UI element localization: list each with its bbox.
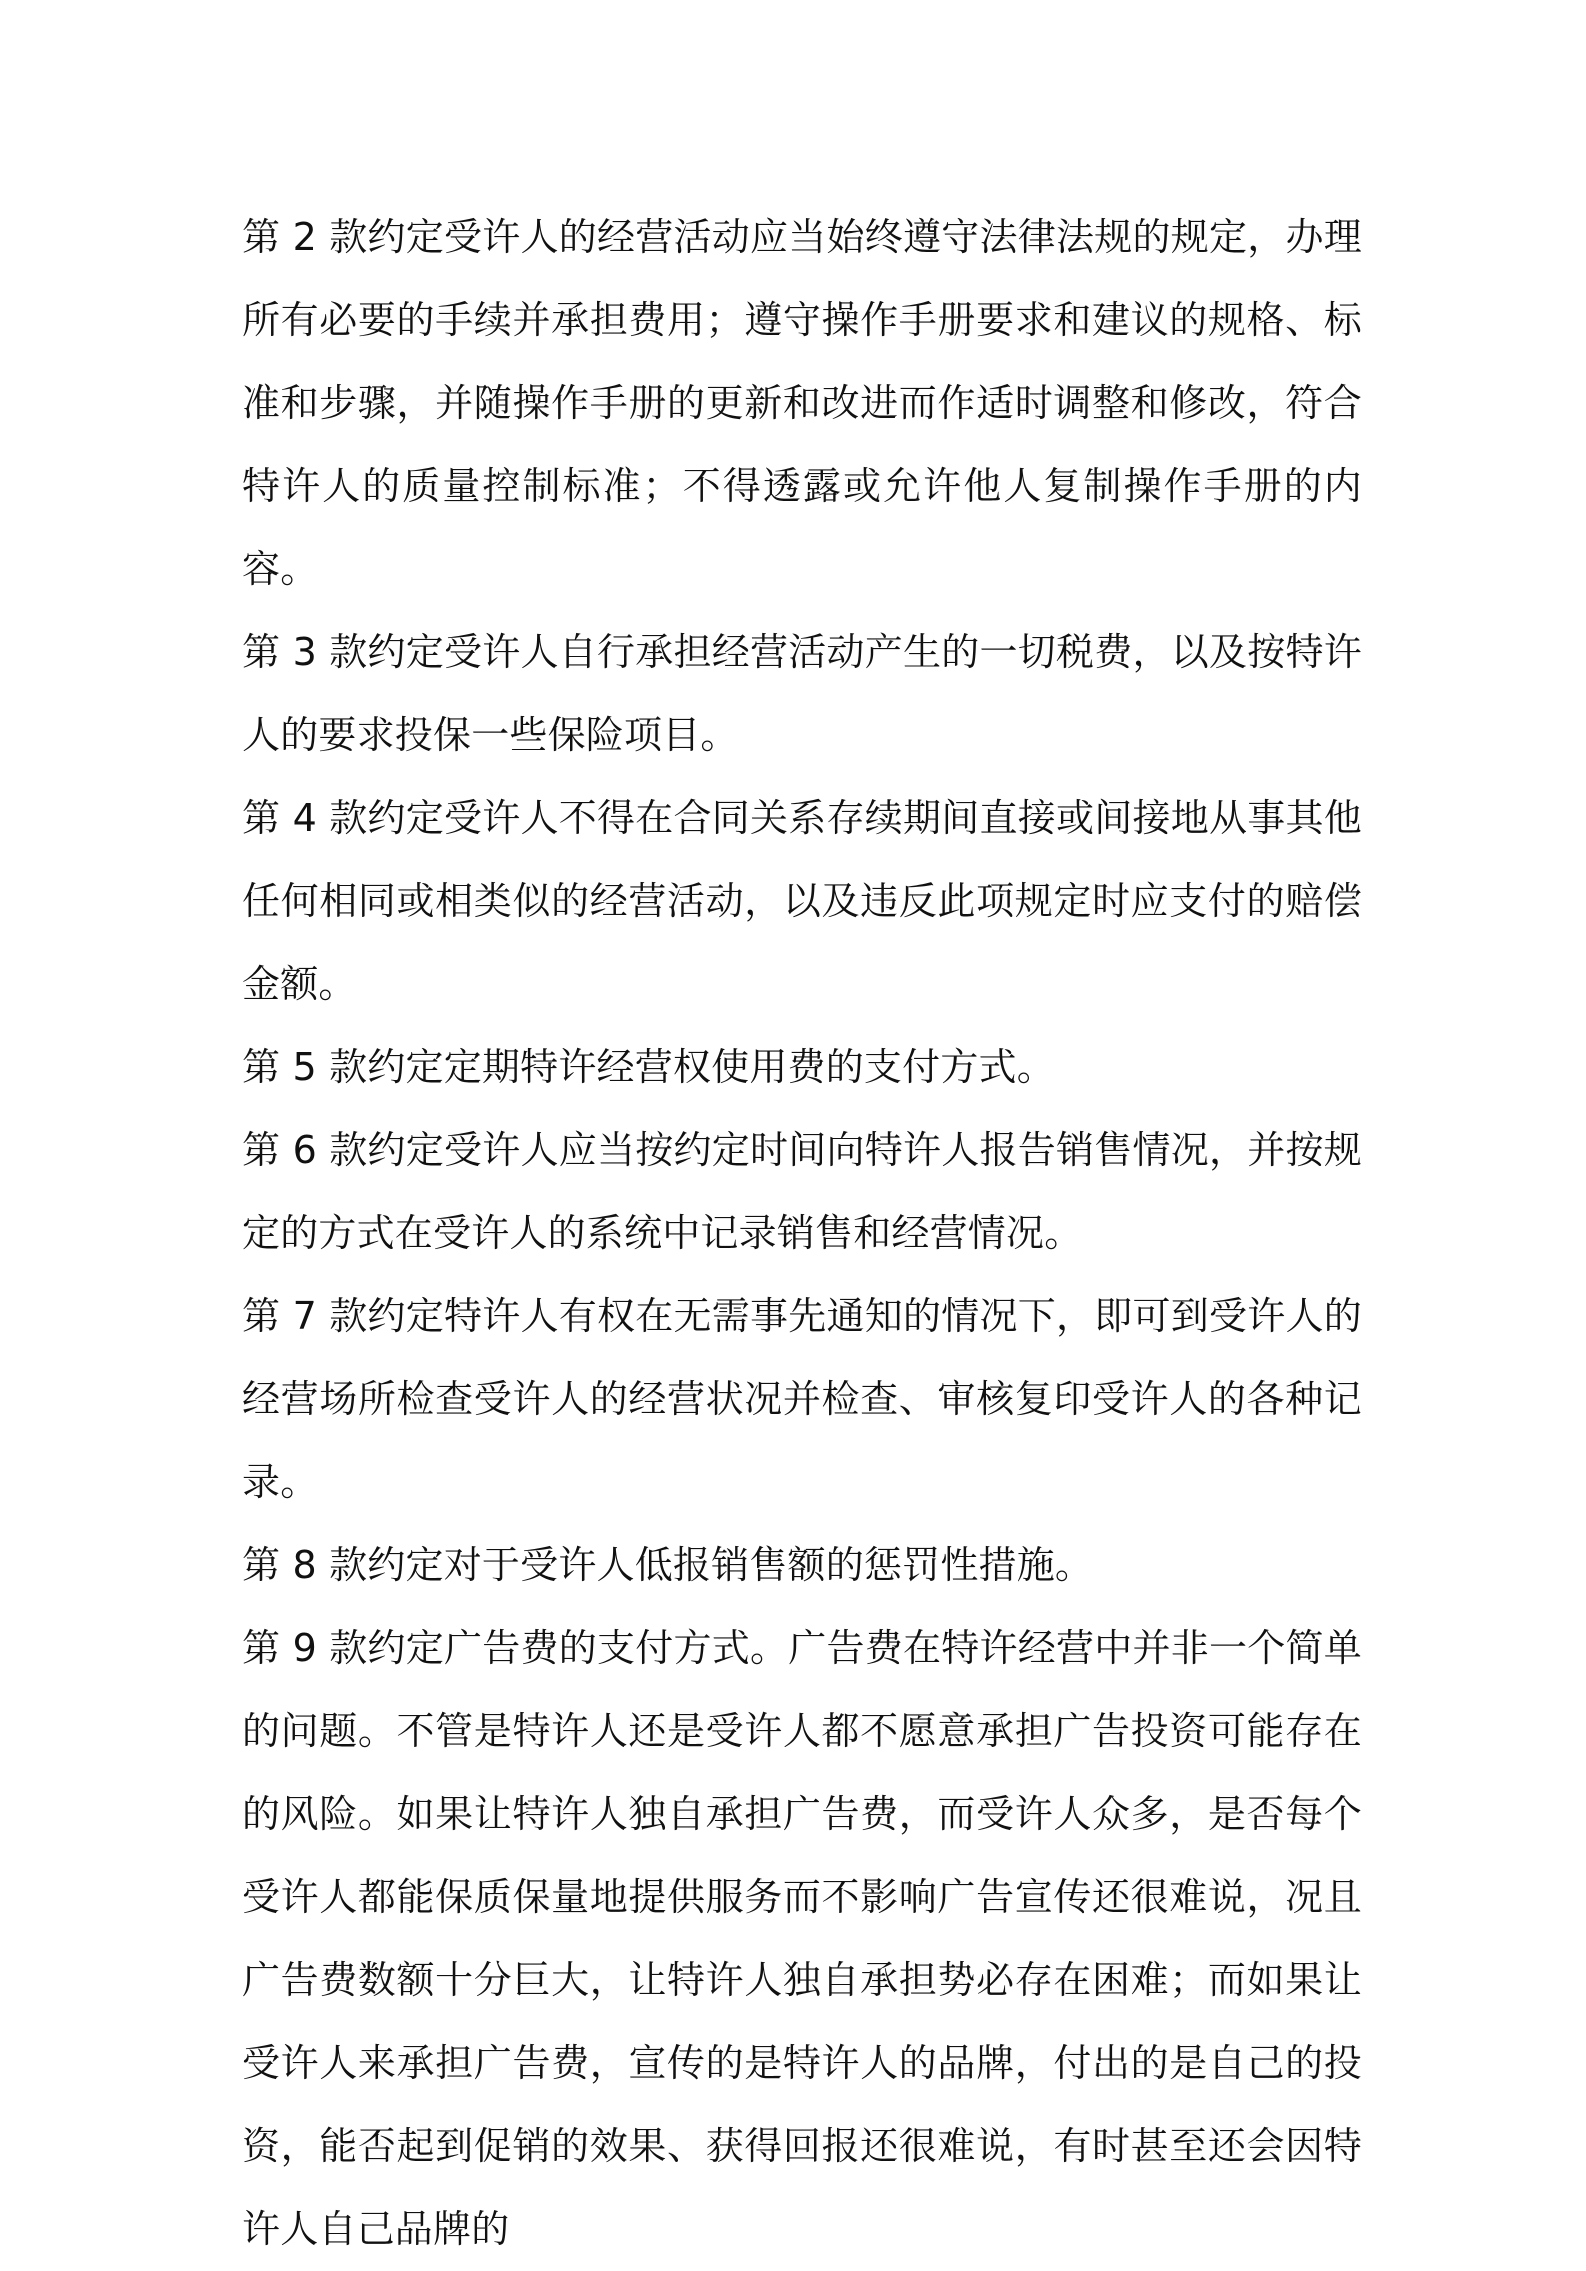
clause-paragraph-5: 第 5 款约定定期特许经营权使用费的支付方式。 bbox=[242, 1045, 1055, 1089]
clause-paragraph-4: 第 4 款约定受许人不得在合同关系存续期间直接或间接地从事其他任何相同或相类似的经营活动，以及违反此项规定时应支付的赔偿金额。 bbox=[242, 796, 1362, 1006]
clause-paragraph-6: 第 6 款约定受许人应当按约定时间向特许人报告销售情况，并按规定的方式在受许人的系统中记录销售和经营情况。 bbox=[242, 1128, 1362, 1255]
clause-paragraph-8: 第 8 款约定对于受许人低报销售额的惩罚性措施。 bbox=[242, 1543, 1094, 1587]
clause-paragraph-9: 第 9 款约定广告费的支付方式。广告费在特许经营中并非一个简单的问题。不管是特许人还是受许人都不愿意承担广告投资可能存在的风险。如果让特许人独自承担广告费，而受许人众多，是否每个受许人都能保质保量地提供服务而不影响广告宣传还很难说，况且广告费数额十分巨大，让特许人独自承担势必存在困难；而如果让受许人来承担广告费，宣传的是特许人的品牌，付出的是自己的投资，能否起到促销的效果、获得回报还很难说，有时甚至还会因特许人自己品牌的 bbox=[242, 1626, 1362, 2251]
clause-paragraph-2: 第 2 款约定受许人的经营活动应当始终遵守法律法规的规定，办理所有必要的手续并承担费用；遵守操作手册要求和建议的规格、标准和步骤，并随操作手册的更新和改进而作适时调整和修改，符合特许人的质量控制标准；不得透露或允许他人复制操作手册的内容。 bbox=[242, 215, 1362, 591]
clause-paragraph-3: 第 3 款约定受许人自行承担经营活动产生的一切税费，以及按特许人的要求投保一些保险项目。 bbox=[242, 630, 1362, 757]
clause-paragraph-7: 第 7 款约定特许人有权在无需事先通知的情况下，即可到受许人的经营场所检查受许人的经营状况并检查、审核复印受许人的各种记录。 bbox=[242, 1294, 1362, 1504]
document-body bbox=[242, 196, 1362, 2271]
